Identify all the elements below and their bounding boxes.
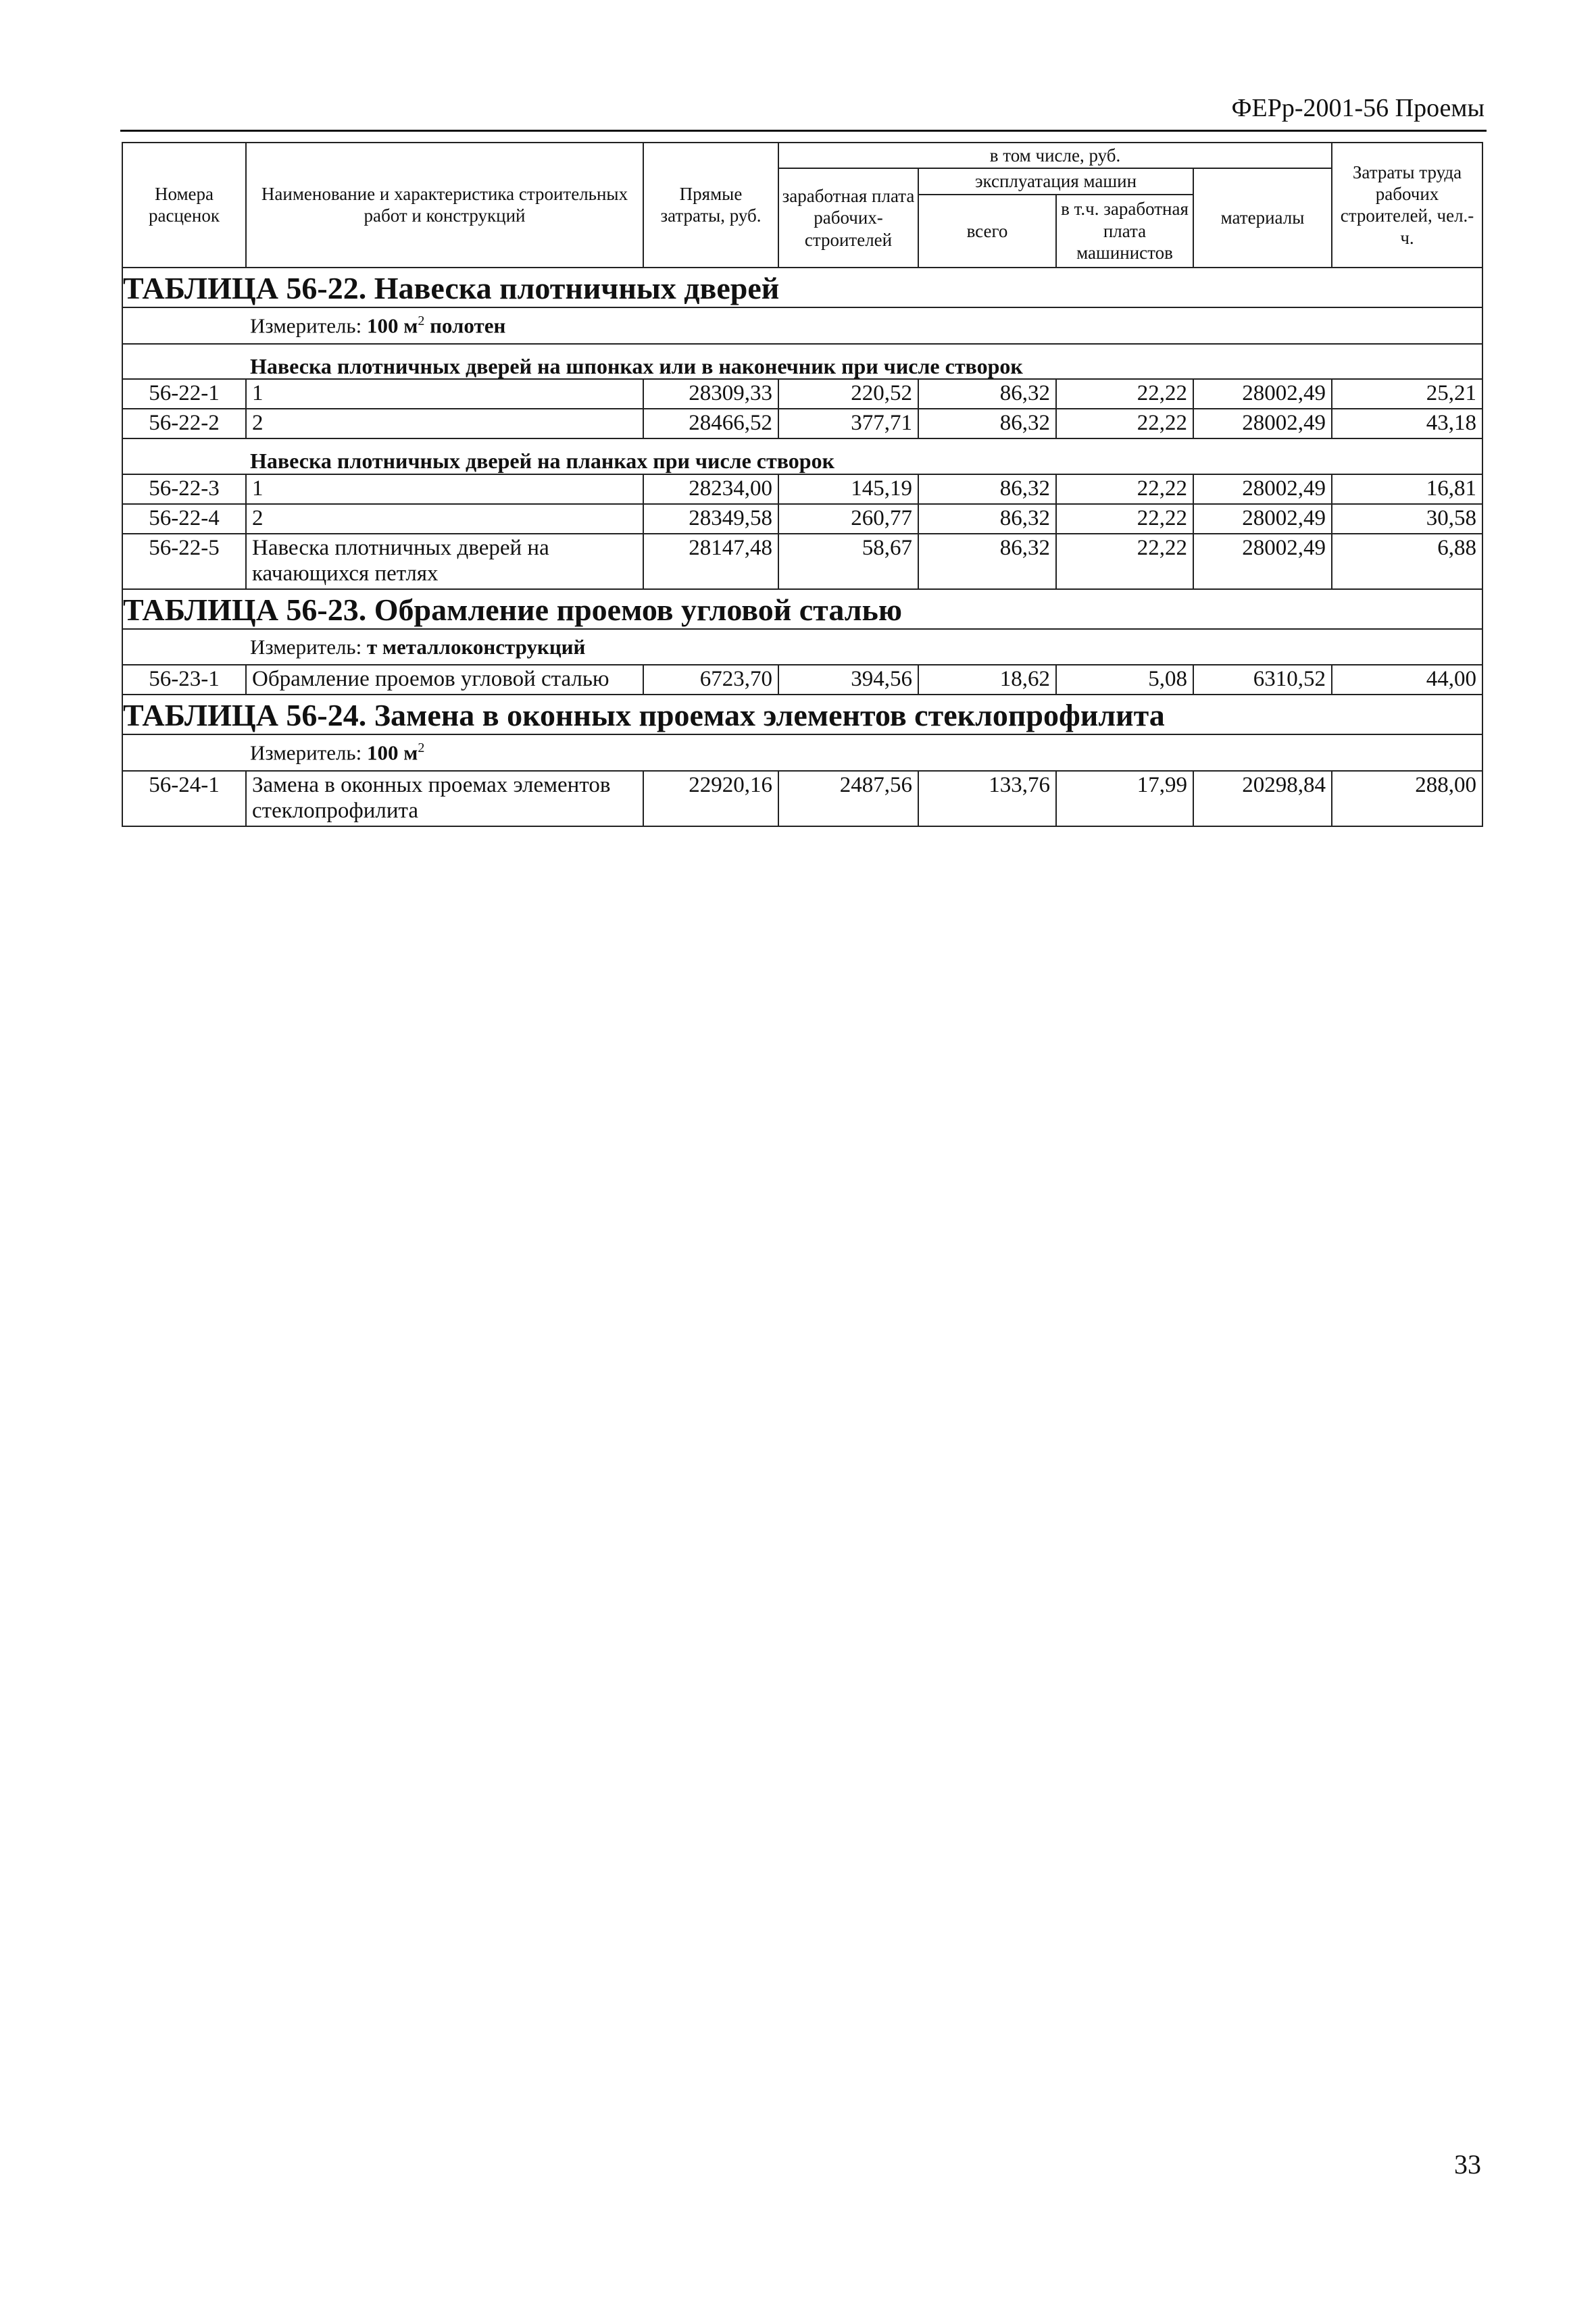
col-header-machines-total: всего xyxy=(918,195,1056,268)
table-row xyxy=(122,379,1482,409)
machinists-wages: 5,08 xyxy=(1056,665,1193,695)
section-title-row xyxy=(122,268,1482,307)
col-header-machines: эксплуатация машин xyxy=(918,168,1193,194)
materials-cost: 28002,49 xyxy=(1193,504,1332,534)
unit-cell xyxy=(122,734,1482,771)
work-name: 1 xyxy=(246,379,643,409)
table-header xyxy=(122,143,1482,268)
rate-code: 56-23-1 xyxy=(122,665,246,695)
section-title-row xyxy=(122,589,1482,629)
work-name: Замена в оконных проемах элементов стеклопрофилита xyxy=(246,771,643,826)
rate-code: 56-22-4 xyxy=(122,504,246,534)
labor-costs: 6,88 xyxy=(1332,534,1482,589)
unit-value: 100 м xyxy=(366,740,418,765)
machinists-wages: 22,22 xyxy=(1056,379,1193,409)
work-name: Обрамление проемов угловой сталью xyxy=(246,665,643,695)
work-name: Навеска плотничных дверей на качающихся петлях xyxy=(246,534,643,589)
direct-costs: 6723,70 xyxy=(643,665,778,695)
col-header-name: Наименование и характеристика строительных работ и конструкций xyxy=(246,143,643,268)
machines-total: 86,32 xyxy=(918,534,1056,589)
direct-costs: 28349,58 xyxy=(643,504,778,534)
labor-costs: 288,00 xyxy=(1332,771,1482,826)
col-header-materials: материалы xyxy=(1193,168,1332,267)
labor-costs: 30,58 xyxy=(1332,504,1482,534)
work-name: 2 xyxy=(246,409,643,438)
col-header-including: в том числе, руб. xyxy=(778,143,1332,168)
rate-code: 56-22-3 xyxy=(122,474,246,504)
col-header-machinists-wages: в т.ч. заработная плата машинистов xyxy=(1056,195,1193,268)
rate-code: 56-22-2 xyxy=(122,409,246,438)
rates-table xyxy=(122,142,1483,827)
unit-value: т металлоконструкций xyxy=(366,634,586,659)
rate-code: 56-22-1 xyxy=(122,379,246,409)
direct-costs: 28147,48 xyxy=(643,534,778,589)
machines-total: 133,76 xyxy=(918,771,1056,826)
unit-cell xyxy=(122,307,1482,344)
work-name: 1 xyxy=(246,474,643,504)
col-header-direct: Прямые затраты, руб. xyxy=(643,143,778,268)
machinists-wages: 22,22 xyxy=(1056,504,1193,534)
section-title-row xyxy=(122,695,1482,734)
group-heading: Навеска плотничных дверей на планках при числе створок xyxy=(122,438,1482,474)
materials-cost: 28002,49 xyxy=(1193,409,1332,438)
unit-row xyxy=(122,307,1482,344)
machines-total: 86,32 xyxy=(918,474,1056,504)
table-row xyxy=(122,771,1482,826)
labor-costs: 25,21 xyxy=(1332,379,1482,409)
machines-total: 86,32 xyxy=(918,409,1056,438)
group-heading-row xyxy=(122,438,1482,474)
unit-label: Измеритель: xyxy=(250,634,362,659)
table-row xyxy=(122,474,1482,504)
page-number: 33 xyxy=(1454,2149,1481,2180)
header-rule xyxy=(120,130,1487,132)
workers-wages: 377,71 xyxy=(778,409,918,438)
unit-cell xyxy=(122,629,1482,665)
labor-costs: 44,00 xyxy=(1332,665,1482,695)
unit-suffix: полотен xyxy=(424,313,506,337)
col-header-codes: Номера расценок xyxy=(122,143,246,268)
materials-cost: 28002,49 xyxy=(1193,534,1332,589)
machinists-wages: 22,22 xyxy=(1056,409,1193,438)
labor-costs: 43,18 xyxy=(1332,409,1482,438)
unit-label: Измеритель: xyxy=(250,313,362,337)
workers-wages: 220,52 xyxy=(778,379,918,409)
document-header-title: ФЕРр-2001-56 Проемы xyxy=(1231,94,1485,122)
unit-row xyxy=(122,734,1482,771)
group-heading: Навеска плотничных дверей на шпонках или в наконечник при числе створок xyxy=(122,344,1482,380)
materials-cost: 6310,52 xyxy=(1193,665,1332,695)
col-header-labor: Затраты труда рабочих строителей, чел.-ч. xyxy=(1332,143,1482,268)
machines-total: 86,32 xyxy=(918,504,1056,534)
table-body xyxy=(122,268,1482,826)
unit-superscript: 2 xyxy=(418,313,425,328)
section-title: ТАБЛИЦА 56-23. Обрамление проемов угловой сталью xyxy=(122,589,1482,629)
unit-superscript: 2 xyxy=(418,740,425,756)
machinists-wages: 22,22 xyxy=(1056,534,1193,589)
direct-costs: 22920,16 xyxy=(643,771,778,826)
unit-row xyxy=(122,629,1482,665)
workers-wages: 260,77 xyxy=(778,504,918,534)
machines-total: 86,32 xyxy=(918,379,1056,409)
work-name: 2 xyxy=(246,504,643,534)
workers-wages: 394,56 xyxy=(778,665,918,695)
materials-cost: 28002,49 xyxy=(1193,379,1332,409)
rate-code: 56-24-1 xyxy=(122,771,246,826)
table-row xyxy=(122,504,1482,534)
materials-cost: 20298,84 xyxy=(1193,771,1332,826)
labor-costs: 16,81 xyxy=(1332,474,1482,504)
col-header-wages: заработная плата рабочих-строителей xyxy=(778,168,918,267)
direct-costs: 28309,33 xyxy=(643,379,778,409)
machinists-wages: 22,22 xyxy=(1056,474,1193,504)
group-heading-row xyxy=(122,344,1482,380)
materials-cost: 28002,49 xyxy=(1193,474,1332,504)
direct-costs: 28466,52 xyxy=(643,409,778,438)
table-row xyxy=(122,665,1482,695)
workers-wages: 2487,56 xyxy=(778,771,918,826)
direct-costs: 28234,00 xyxy=(643,474,778,504)
workers-wages: 58,67 xyxy=(778,534,918,589)
section-title: ТАБЛИЦА 56-24. Замена в оконных проемах элементов стеклопрофилита xyxy=(122,695,1482,734)
unit-value: 100 м xyxy=(366,313,418,337)
rate-code: 56-22-5 xyxy=(122,534,246,589)
table-row xyxy=(122,534,1482,589)
workers-wages: 145,19 xyxy=(778,474,918,504)
unit-label: Измеритель: xyxy=(250,740,362,765)
machinists-wages: 17,99 xyxy=(1056,771,1193,826)
table-row xyxy=(122,409,1482,438)
section-title: ТАБЛИЦА 56-22. Навеска плотничных дверей xyxy=(122,268,1482,307)
machines-total: 18,62 xyxy=(918,665,1056,695)
